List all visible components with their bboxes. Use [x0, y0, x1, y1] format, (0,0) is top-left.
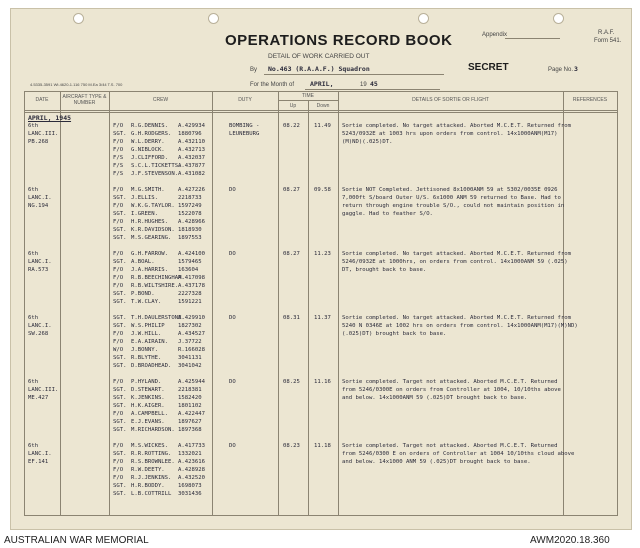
crew-rank: W/O	[113, 347, 124, 353]
crew-name: R.W.DEETY.	[131, 467, 165, 473]
crew-rank: F/S	[113, 155, 124, 161]
crew-name: G.H.RODGERS.	[131, 131, 172, 137]
crew-rank: F/O	[113, 219, 124, 225]
crew-name: M.S.GEARING.	[131, 235, 172, 241]
crew-service-number: A.437877	[178, 163, 205, 169]
crew-name: P.HYLAND.	[131, 379, 162, 385]
crew-name: R.BLYTHE.	[131, 355, 162, 361]
crew-service-number: 2218381	[178, 387, 202, 393]
crew-service-number: A.429934	[178, 123, 205, 129]
crew-rank: SGT.	[113, 131, 127, 137]
sortie-details: return through engine trouble S/O., could not maintain position in	[342, 203, 565, 209]
crew-name: J.A.HARRIS.	[131, 267, 169, 273]
crew-rank: F/O	[113, 147, 124, 153]
duty: DO	[229, 251, 236, 257]
footer-accession: AWM2020.18.360	[530, 535, 610, 546]
crew-service-number: 3041131	[178, 355, 202, 361]
col-references: REFERENCES	[572, 97, 608, 103]
crew-rank: F/O	[113, 459, 124, 465]
crew-rank: F/O	[113, 339, 124, 345]
aircraft-id: LANC.III.	[28, 131, 59, 137]
col-details: DETAILS OF SORTIE OR FLIGHT	[412, 97, 489, 103]
form-line-2: Form 541.	[594, 38, 622, 44]
crew-service-number: 1801102	[178, 403, 202, 409]
crew-service-number: 1597249	[178, 203, 202, 209]
aircraft-id: LANC.I.	[28, 323, 52, 329]
crew-service-number: A.427226	[178, 187, 205, 193]
crew-name: J.F.STEVENSON.	[131, 171, 179, 177]
sortie-details: Sortie completed. Target not attacked. Aborted M.C.E.T. Returned	[342, 379, 558, 385]
aircraft-id: ME.427	[28, 395, 49, 401]
crew-rank: SGT.	[113, 483, 127, 489]
crew-service-number: A.424100	[178, 251, 205, 257]
by-label: By	[250, 67, 258, 73]
time-up: 08.27	[283, 251, 300, 257]
crew-service-number: 2218733	[178, 195, 202, 201]
crew-rank: F/O	[113, 251, 124, 257]
crew-name: J.CLIFFORD.	[131, 155, 169, 161]
col-down: Down	[316, 103, 330, 109]
crew-service-number: J.37722	[178, 339, 202, 345]
crew-rank: F/O	[113, 123, 124, 129]
sortie-details: Sortie completed. No target attacked. Aborted M.C.E.T. Returned from	[342, 123, 572, 129]
sortie-details: and below. 14x1000 ANM 59 (.025)DT brought back to base.	[342, 459, 531, 465]
crew-service-number: 1579465	[178, 259, 202, 265]
col-crew: CREW	[152, 97, 169, 103]
appendix-label: Appendix	[482, 32, 508, 38]
sortie-details: 7,000ft S/board Outer U/S. 6x1000 ANM 59 returned to Base. Had to	[342, 195, 561, 201]
crew-name: M.RICHARDSON.	[131, 427, 175, 433]
entry-date: 6th	[28, 251, 39, 257]
crew-rank: F/O	[113, 283, 124, 289]
crew-rank: SGT.	[113, 315, 127, 321]
crew-service-number: A.434527	[178, 331, 205, 337]
crew-name: J.BONNY.	[131, 347, 158, 353]
crew-name: R.J.JENKINS.	[131, 475, 172, 481]
sortie-details: DT, brought back to base.	[342, 267, 427, 273]
crew-name: D.BROADHEAD.	[131, 363, 172, 369]
crew-service-number: 163604	[178, 267, 199, 273]
time-down: 11.37	[314, 315, 331, 321]
crew-name: M.G.SMITH.	[131, 187, 165, 193]
crew-service-number: 3041042	[178, 363, 202, 369]
time-up: 08.25	[283, 379, 300, 385]
sortie-details: and below. 14x1000ANM 59 (.025)DT brought back to base.	[342, 395, 528, 401]
crew-rank: SGT.	[113, 259, 127, 265]
crew-name: G.H.FARROW.	[131, 251, 169, 257]
time-up: 08.23	[283, 443, 300, 449]
sortie-details: Sortie completed. Target not attacked. Aborted M.C.E.T. Returned	[342, 443, 558, 449]
duty: DO	[229, 187, 236, 193]
month: APRIL,	[310, 80, 334, 88]
crew-service-number: 2227328	[178, 291, 202, 297]
crew-name: R.S.BROWNLEE.	[131, 459, 175, 465]
crew-service-number: 3031436	[178, 491, 202, 497]
time-up: 08.27	[283, 187, 300, 193]
sortie-details: gaggle. Had to feather S/O.	[342, 211, 433, 217]
crew-rank: SGT.	[113, 419, 127, 425]
crew-name: W.S.PHILIP	[131, 323, 165, 329]
crew-rank: F/O	[113, 443, 124, 449]
col-time: TIME	[302, 93, 314, 99]
sortie-details: Sortie NOT Completed. Jettisoned 8x1000ANM 59 at 5302/0035E 0926	[342, 187, 558, 193]
crew-service-number: 1698073	[178, 483, 202, 489]
crew-rank: F/O	[113, 267, 124, 273]
crew-name: H.R.HUGHES.	[131, 219, 169, 225]
squadron: No.463 (R.A.A.F.) Squadron	[268, 65, 370, 73]
crew-name: W.K.G.TAYLOR.	[131, 203, 175, 209]
table-top-rule	[24, 91, 618, 92]
entry-date: 6th	[28, 123, 39, 129]
crew-name: H.R.BODDY.	[131, 483, 165, 489]
crew-rank: F/O	[113, 475, 124, 481]
crew-name: R.B.BEECHINGHAM.	[131, 275, 185, 281]
crew-name: L.B.COTTRILL	[131, 491, 172, 497]
time-down: 11.16	[314, 379, 331, 385]
crew-name: D.STEWART.	[131, 387, 165, 393]
crew-name: T.W.CLAY.	[131, 299, 162, 305]
year: 45	[370, 80, 378, 88]
year-prefix: 19	[360, 82, 367, 88]
aircraft-id: SW.268	[28, 331, 49, 337]
punch-hole	[418, 13, 429, 24]
crew-name: R.B.WILTSHIRE.	[131, 283, 179, 289]
duty: DO	[229, 443, 236, 449]
crew-service-number: A.423616	[178, 459, 205, 465]
crew-rank: F/S	[113, 171, 124, 177]
crew-service-number: A.417098	[178, 275, 205, 281]
crew-name: T.H.DAULERSTONE.	[131, 315, 185, 321]
duty: DO	[229, 315, 236, 321]
entry-date: 6th	[28, 315, 39, 321]
punch-hole	[208, 13, 219, 24]
crew-rank: F/O	[113, 187, 124, 193]
sortie-details: 5243/0932E at 1003 hrs upon orders from control. 14x1000ANM(M17)	[342, 131, 558, 137]
crew-rank: SGT.	[113, 235, 127, 241]
crew-service-number: A.417733	[178, 443, 205, 449]
crew-rank: F/O	[113, 203, 124, 209]
crew-rank: SGT.	[113, 195, 127, 201]
crew-rank: F/O	[113, 379, 124, 385]
crew-service-number: 1897368	[178, 427, 202, 433]
crew-service-number: A.428928	[178, 467, 205, 473]
crew-service-number: A.432110	[178, 139, 205, 145]
crew-rank: SGT.	[113, 451, 127, 457]
col-date: DATE	[35, 97, 49, 103]
form-line-1: R.A.F.	[598, 30, 615, 36]
crew-name: K.R.DAVIDSON.	[131, 227, 175, 233]
crew-service-number: 1591221	[178, 299, 202, 305]
sortie-details: 5240 N 0346E at 1002 hrs on orders from control. 14x1000ANM(M17)(M)ND)	[342, 323, 578, 329]
crew-name: G.NIBLOCK.	[131, 147, 165, 153]
aircraft-id: NG.194	[28, 203, 49, 209]
time-up: 08.31	[283, 315, 300, 321]
entry-date: 6th	[28, 443, 39, 449]
crew-rank: F/O	[113, 331, 124, 337]
sortie-details: (M)ND)(.025)DT.	[342, 139, 393, 145]
crew-service-number: 1897553	[178, 235, 202, 241]
time-down: 11.23	[314, 251, 331, 257]
crew-service-number: A.432037	[178, 155, 205, 161]
duty: LEUNEBURG	[229, 131, 260, 137]
sortie-details: from 5246/0300E on orders from Controller at 1004, 10/10ths above	[342, 387, 561, 393]
crew-service-number: 1582420	[178, 395, 202, 401]
crew-service-number: A.432713	[178, 147, 205, 153]
print-code: 4.5335-3591 Wt.4620-1.116 750 M.Ea 3/44 T.S. 700	[30, 82, 123, 87]
crew-rank: F/S	[113, 163, 124, 169]
month-heading: APRIL, 1945	[28, 114, 72, 122]
classification-stamp: SECRET	[468, 62, 509, 73]
crew-name: R.R.ROTTING.	[131, 451, 172, 457]
month-label: For the Month of	[250, 82, 295, 88]
crew-name: R.G.DENNIS.	[131, 123, 169, 129]
punch-hole	[553, 13, 564, 24]
crew-rank: SGT.	[113, 403, 127, 409]
crew-rank: SGT.	[113, 491, 127, 497]
crew-rank: F/O	[113, 275, 124, 281]
crew-service-number: 1897627	[178, 419, 202, 425]
crew-name: J.ELLIS.	[131, 195, 158, 201]
crew-service-number: 1522078	[178, 211, 202, 217]
aircraft-id: EF.141	[28, 459, 49, 465]
crew-rank: SGT.	[113, 299, 127, 305]
page-number: 3	[574, 65, 578, 73]
crew-rank: SGT.	[113, 387, 127, 393]
crew-rank: SGT.	[113, 211, 127, 217]
crew-name: E.A.AIRAIN.	[131, 339, 169, 345]
aircraft-id: PB.268	[28, 139, 49, 145]
crew-service-number: A.432520	[178, 475, 205, 481]
crew-rank: SGT.	[113, 363, 127, 369]
aircraft-id: LANC.I.	[28, 195, 52, 201]
col-aircraft: AIRCRAFT TYPE & NUMBER	[62, 94, 107, 106]
crew-name: H.K.AIGER.	[131, 403, 165, 409]
aircraft-id: RA.573	[28, 267, 49, 273]
time-down: 09.58	[314, 187, 331, 193]
crew-rank: SGT.	[113, 427, 127, 433]
col-duty: DUTY	[238, 97, 252, 103]
crew-rank: SGT.	[113, 355, 127, 361]
sortie-details: Sortie completed. No target attacked. Aborted M.C.E.T. Returned from	[342, 251, 572, 257]
crew-service-number: 1332021	[178, 451, 202, 457]
crew-name: J.W.HILL.	[131, 331, 162, 337]
crew-service-number: A.425944	[178, 379, 205, 385]
page-label: Page No.	[548, 67, 574, 73]
aircraft-id: LANC.I.	[28, 451, 52, 457]
crew-service-number: A.431082	[178, 171, 205, 177]
page-title: OPERATIONS RECORD BOOK	[225, 32, 453, 49]
crew-name: S.C.L.TICKETTS.	[131, 163, 182, 169]
sortie-details: (.025)DT) brought back to base.	[342, 331, 447, 337]
punch-hole	[73, 13, 84, 24]
page-subtitle: DETAIL OF WORK CARRIED OUT	[268, 53, 370, 60]
entry-date: 6th	[28, 379, 39, 385]
crew-rank: SGT.	[113, 227, 127, 233]
crew-rank: SGT.	[113, 291, 127, 297]
crew-service-number: A.422447	[178, 411, 205, 417]
crew-name: I.GREEN.	[131, 211, 158, 217]
crew-service-number: 1818930	[178, 227, 202, 233]
sortie-details: Sortie completed. No target attacked. Aborted M.C.E.T. Returned from	[342, 315, 572, 321]
crew-name: K.JENKINS.	[131, 395, 165, 401]
crew-name: A.CAMPBELL.	[131, 411, 169, 417]
footer-institution: AUSTRALIAN WAR MEMORIAL	[4, 535, 149, 546]
crew-rank: SGT.	[113, 395, 127, 401]
entry-date: 6th	[28, 187, 39, 193]
sortie-details: from 5246/0300 E on orders of Controller at 1004 10/10ths cloud above	[342, 451, 575, 457]
crew-rank: F/O	[113, 467, 124, 473]
crew-service-number: 1827302	[178, 323, 202, 329]
crew-service-number: R.166028	[178, 347, 205, 353]
time-down: 11.49	[314, 123, 331, 129]
crew-service-number: A.429910	[178, 315, 205, 321]
duty: BOMBING -	[229, 123, 260, 129]
crew-name: W.L.DERRY.	[131, 139, 165, 145]
crew-service-number: A.428966	[178, 219, 205, 225]
aircraft-id: LANC.I.	[28, 259, 52, 265]
crew-name: A.BOAL.	[131, 259, 155, 265]
aircraft-id: LANC.III.	[28, 387, 59, 393]
crew-name: E.J.EVANS.	[131, 419, 165, 425]
time-down: 11.18	[314, 443, 331, 449]
duty: DO	[229, 379, 236, 385]
sortie-details: 5246/0932E at 1000hrs, on orders from control. 14x1000ANM 59 (.025)	[342, 259, 568, 265]
crew-rank: F/O	[113, 139, 124, 145]
crew-rank: SGT.	[113, 323, 127, 329]
crew-name: M.S.WICKES.	[131, 443, 169, 449]
crew-service-number: A.437178	[178, 283, 205, 289]
crew-name: P.BOND.	[131, 291, 155, 297]
crew-service-number: 1880796	[178, 131, 202, 137]
crew-rank: F/O	[113, 411, 124, 417]
time-up: 08.22	[283, 123, 300, 129]
col-up: Up	[289, 103, 297, 109]
